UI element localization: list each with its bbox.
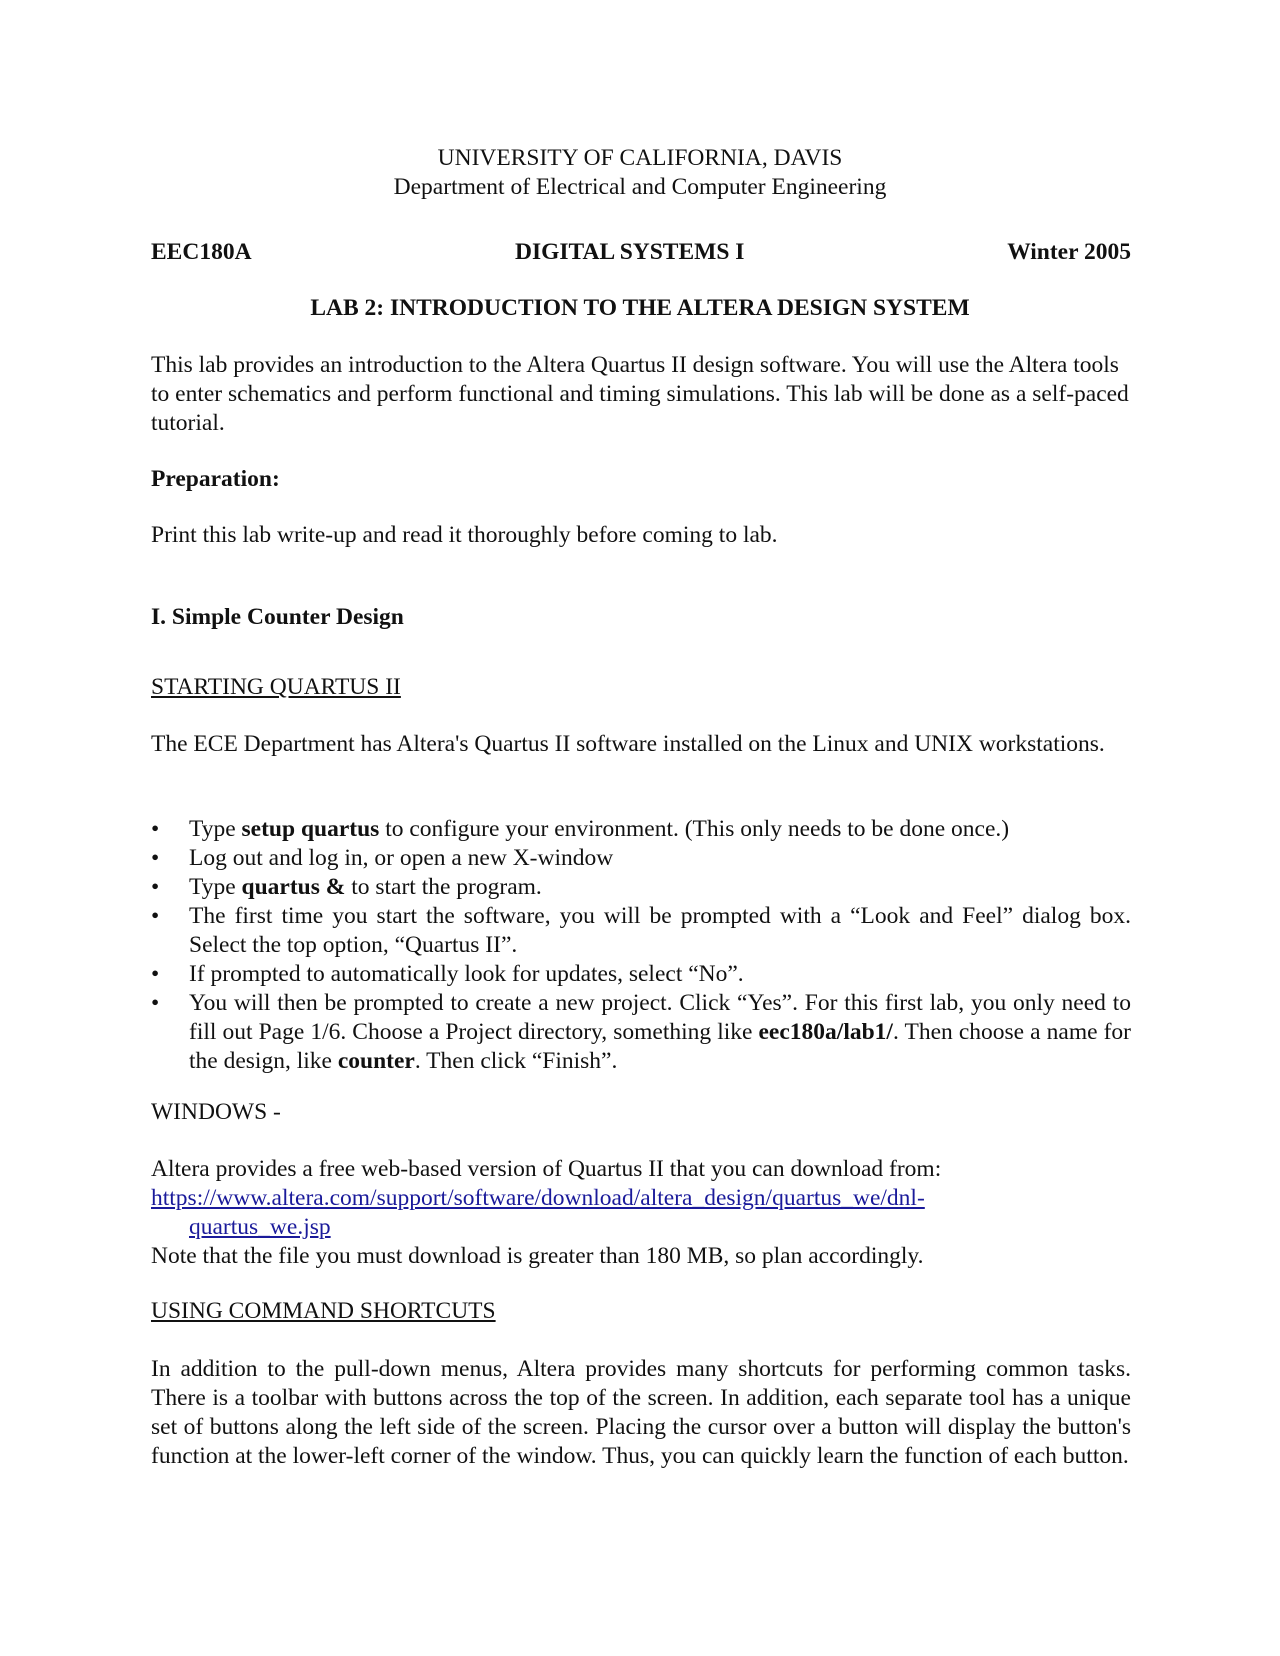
preparation-text: Print this lab write-up and read it thoroughly before coming to lab.	[151, 522, 778, 548]
bullet-icon: •	[151, 874, 160, 900]
starting-quartus-text: The ECE Department has Altera's Quartus II software installed on the Linux and UNIX workstations.	[151, 731, 1105, 757]
course-code: EEC180A	[151, 239, 252, 265]
department-name: Department of Electrical and Computer Engineering	[393, 174, 887, 200]
bullet-icon: •	[151, 845, 160, 871]
windows-heading: WINDOWS -	[151, 1099, 281, 1125]
quartus-download-link[interactable]	[151, 1184, 1131, 1242]
download-link-line-2: quartus_we.jsp	[189, 1214, 331, 1240]
windows-download-block	[151, 1155, 1131, 1271]
starting-quartus-heading: STARTING QUARTUS II	[151, 674, 401, 700]
list-item: • If prompted to automatically look for updates, select “No”.	[151, 961, 744, 987]
section-heading: I. Simple Counter Design	[151, 604, 404, 630]
course-name: DIGITAL SYSTEMS I	[515, 239, 745, 265]
list-item: • You will then be prompted to create a new project. Click “Yes”. For this first lab, you only need to fill out Page 1/6. Choose a Project directory, something like eec180a/lab1/. Then choose a name for the design, like counter. Then click “Finish”.	[151, 990, 1131, 1074]
download-link-line-1: https://www.altera.com/support/software/download/altera_design/quartus_we/dnl-	[151, 1185, 925, 1211]
preparation-heading: Preparation:	[151, 466, 280, 492]
windows-download-text: Altera provides a free web-based version of Quartus II that you can download from:	[151, 1156, 942, 1182]
course-info-row	[151, 238, 1131, 268]
list-item: • Log out and log in, or open a new X-window	[151, 845, 614, 871]
course-term: Winter 2005	[1007, 239, 1131, 265]
intro-paragraph: This lab provides an introduction to the Altera Quartus II design software. You will use the Altera tools to enter schematics and perform functional and timing simulations. This lab will be done as a self-paced tutorial.	[151, 352, 1129, 436]
university-name: UNIVERSITY OF CALIFORNIA, DAVIS	[437, 145, 843, 171]
list-item: • Type quartus & to start the program.	[151, 874, 542, 900]
list-item: • Type setup quartus to configure your environment. (This only needs to be done once.)	[151, 816, 1010, 842]
command-shortcuts-heading: USING COMMAND SHORTCUTS	[151, 1298, 496, 1324]
bullet-icon: •	[151, 903, 160, 929]
list-item: • The first time you start the software, you will be prompted with a “Look and Feel” dialog box. Select the top option, “Quartus II”.	[151, 903, 1131, 958]
setup-steps-list	[151, 815, 1131, 1076]
lab-title: LAB 2: INTRODUCTION TO THE ALTERA DESIGN SYSTEM	[310, 295, 970, 321]
command-shortcuts-text: In addition to the pull-down menus, Altera provides many shortcuts for performing common tasks. There is a toolbar with buttons across the top of the screen. In addition, each separate tool has a unique set of buttons along the left side of the screen. Placing the cursor over a button will display the button's function at the lower-left corner of the window. Thus, you can quickly learn the function of each button.	[151, 1356, 1131, 1469]
bullet-icon: •	[151, 990, 160, 1016]
bullet-icon: •	[151, 961, 160, 987]
download-size-note: Note that the file you must download is greater than 180 MB, so plan accordingly.	[151, 1243, 924, 1269]
bullet-icon: •	[151, 816, 160, 842]
